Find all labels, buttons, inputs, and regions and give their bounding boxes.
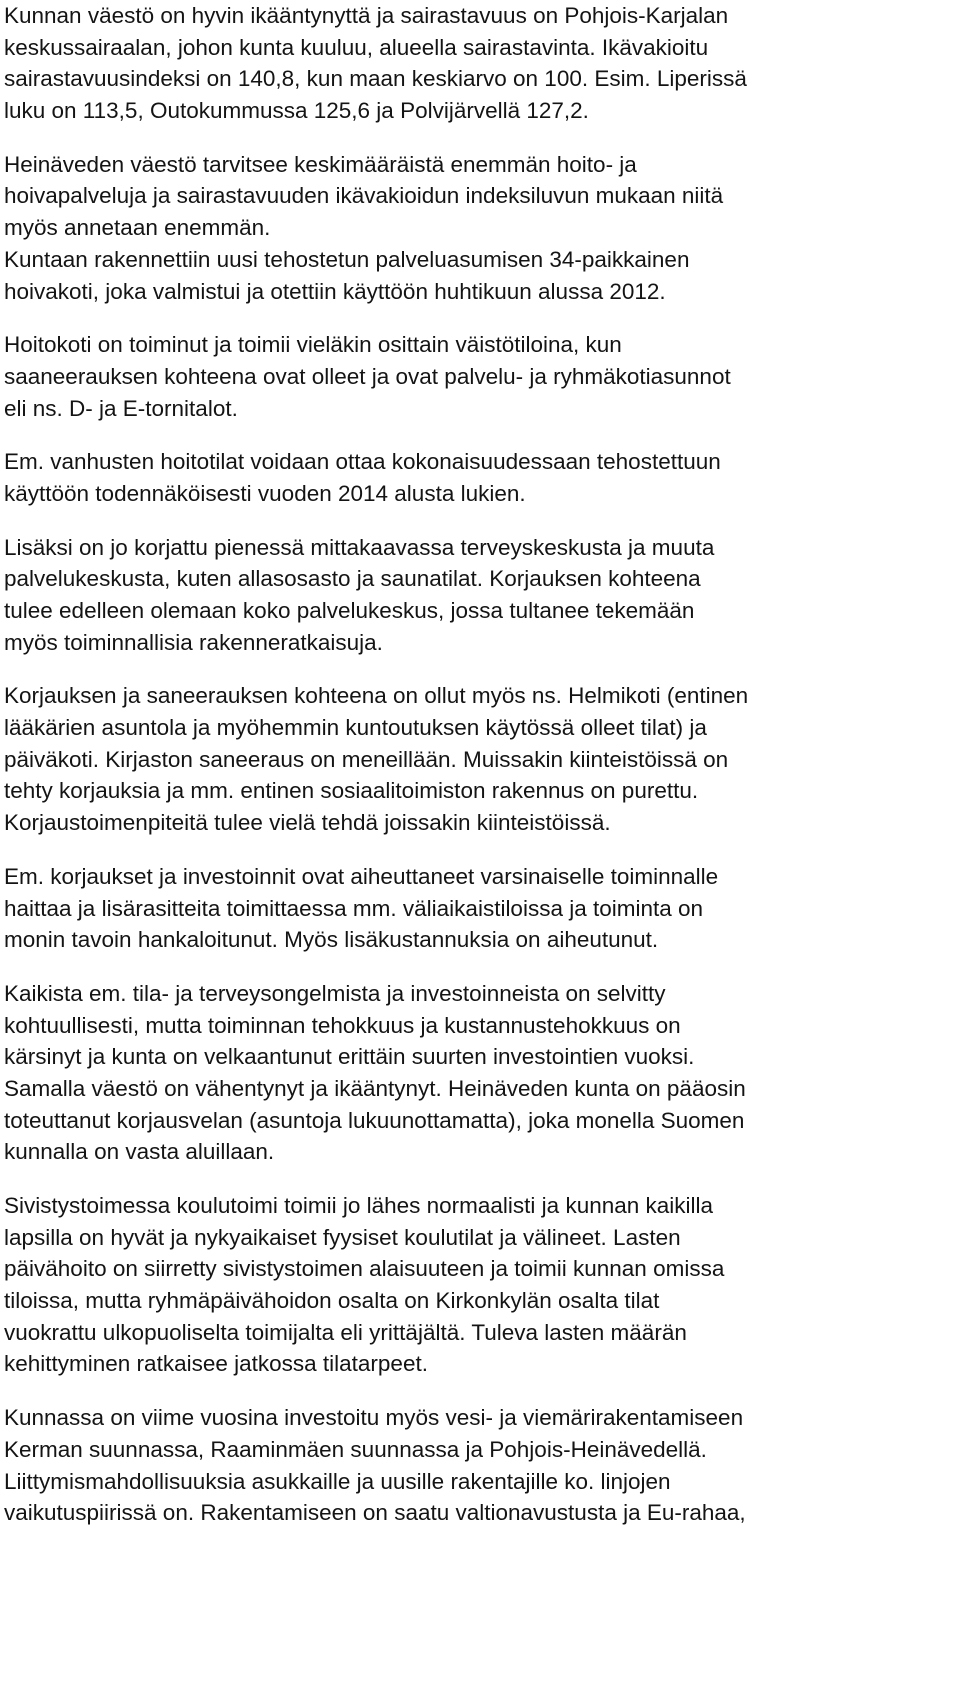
text-line: Kerman suunnassa, Raaminmäen suunnassa ja Pohjois-Heinävedellä. — [4, 1436, 707, 1462]
text-line: palvelukeskusta, kuten allasosasto ja saunatilat. Korjauksen kohteena — [4, 566, 701, 592]
text-line: hoivakoti, joka valmistui ja otettiin käyttöön huhtikuun alussa 2012. — [4, 278, 666, 304]
paragraph-gap — [4, 510, 954, 532]
text-line: lapsilla on hyvät ja nykyaikaiset fyysiset koulutilat ja välineet. Lasten — [4, 1224, 681, 1250]
text-line: sairastavuusindeksi on 140,8, kun maan keskiarvo on 100. Esim. Liperissä — [4, 66, 747, 92]
text-line: toteuttanut korjausvelan (asuntoja lukuunottamatta), joka monella Suomen — [4, 1107, 745, 1133]
text-line: Em. vanhusten hoitotilat voidaan ottaa kokonaisuudessaan tehostettuun — [4, 449, 721, 475]
paragraph — [4, 0, 954, 127]
text-line: Hoitokoti on toiminut ja toimii vieläkin osittain väistötiloina, kun — [4, 332, 622, 358]
text-line: lääkärien asuntola ja myöhemmin kuntoutuksen käytössä olleet tilat) ja — [4, 715, 707, 741]
text-line: keskussairaalan, johon kunta kuuluu, alueella sairastavinta. Ikävakioitu — [4, 34, 709, 60]
text-line: kärsinyt ja kunta on velkaantunut erittäin suurten investointien vuoksi. — [4, 1044, 695, 1070]
text-line: eli ns. D- ja E-tornitalot. — [4, 395, 238, 421]
paragraph-gap — [4, 839, 954, 861]
paragraph — [4, 149, 954, 307]
text-line: Samalla väestö on vähentynyt ja ikääntynyt. Heinäveden kunta on pääosin — [4, 1075, 746, 1101]
text-line: Heinäveden väestö tarvitsee keskimääräistä enemmän hoito- ja — [4, 151, 637, 177]
paragraph-gap — [4, 658, 954, 680]
paragraph-gap — [4, 1380, 954, 1402]
text-line: Em. korjaukset ja investoinnit ovat aiheuttaneet varsinaiselle toiminnalle — [4, 863, 719, 889]
text-line: saaneerauksen kohteena ovat olleet ja ovat palvelu- ja ryhmäkotiasunnot — [4, 363, 731, 389]
paragraph-gap — [4, 1168, 954, 1190]
text-line: Kunnan väestö on hyvin ikääntynyttä ja sairastavuus on Pohjois-Karjalan — [4, 3, 729, 28]
text-line: Kaikista em. tila- ja terveysongelmista ja investoinneista on selvitty — [4, 980, 666, 1006]
text-line: myös toiminnallisia rakenneratkaisuja. — [4, 629, 383, 655]
text-line: Korjaustoimenpiteitä tulee vielä tehdä joissakin kiinteistöissä. — [4, 810, 611, 836]
paragraph — [4, 1190, 954, 1380]
text-line: vuokrattu ulkopuoliselta toimijalta eli yrittäjältä. Tuleva lasten määrän — [4, 1319, 687, 1345]
text-line: Liittymismahdollisuuksia asukkaille ja uusille rakentajille ko. linjojen — [4, 1468, 671, 1494]
paragraph-gap — [4, 424, 954, 446]
text-line: kehittyminen ratkaisee jatkossa tilatarpeet. — [4, 1351, 428, 1377]
text-line: tiloissa, mutta ryhmäpäivähoidon osalta on Kirkonkylän osalta tilat — [4, 1288, 660, 1314]
document-body — [4, 0, 954, 1529]
paragraph — [4, 861, 954, 956]
text-line: Kuntaan rakennettiin uusi tehostetun palveluasumisen 34-paikkainen — [4, 246, 690, 272]
text-line: käyttöön todennäköisesti vuoden 2014 alusta lukien. — [4, 480, 526, 506]
text-line: haittaa ja lisärasitteita toimittaessa mm. väliaikaistiloissa ja toiminta on — [4, 895, 704, 921]
paragraph-gap — [4, 307, 954, 329]
text-line: päiväkoti. Kirjaston saneeraus on meneillään. Muissakin kiinteistöissä on — [4, 746, 729, 772]
text-line: vaikutuspiirissä on. Rakentamiseen on saatu valtionavustusta ja Eu-rahaa, — [4, 1500, 746, 1526]
text-line: luku on 113,5, Outokummussa 125,6 ja Polvijärvellä 127,2. — [4, 98, 589, 124]
text-line: monin tavoin hankaloitunut. Myös lisäkustannuksia on aiheutunut. — [4, 927, 659, 953]
paragraph — [4, 532, 954, 659]
paragraph-gap — [4, 956, 954, 978]
text-line: hoivapalveluja ja sairastavuuden ikävakioidun indeksiluvun mukaan niitä — [4, 183, 724, 209]
text-line: Korjauksen ja saneerauksen kohteena on ollut myös ns. Helmikoti (entinen — [4, 683, 749, 709]
paragraph — [4, 329, 954, 424]
text-line: päivähoito on siirretty sivistystoimen alaisuuteen ja toimii kunnan omissa — [4, 1256, 725, 1282]
text-line: Kunnassa on viime vuosina investoitu myös vesi- ja viemärirakentamiseen — [4, 1405, 744, 1431]
text-line: tulee edelleen olemaan koko palvelukeskus, jossa tultanee tekemään — [4, 598, 695, 623]
paragraph — [4, 1402, 954, 1529]
paragraph — [4, 680, 954, 838]
text-line: myös annetaan enemmän. — [4, 215, 271, 241]
text-line: tehty korjauksia ja mm. entinen sosiaalitoimiston rakennus on purettu. — [4, 778, 699, 804]
text-line: Lisäksi on jo korjattu pienessä mittakaavassa terveyskeskusta ja muuta — [4, 534, 715, 560]
text-line: kunnalla on vasta aluillaan. — [4, 1139, 275, 1165]
paragraph-gap — [4, 127, 954, 149]
text-line: Sivistystoimessa koulutoimi toimii jo lähes normaalisti ja kunnan kaikilla — [4, 1193, 714, 1218]
paragraph — [4, 978, 954, 1168]
paragraph — [4, 446, 954, 509]
text-line: kohtuullisesti, mutta toiminnan tehokkuus ja kustannustehokkuus on — [4, 1012, 681, 1038]
